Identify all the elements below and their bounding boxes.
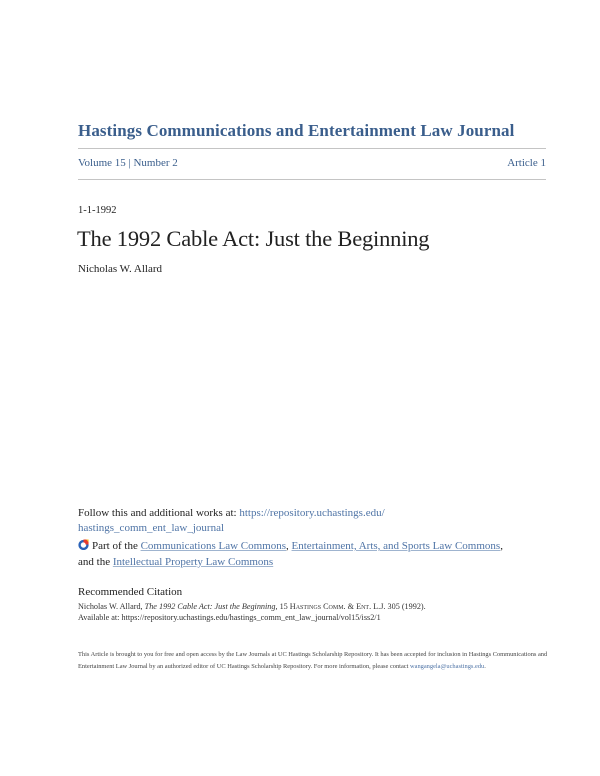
article-title: The 1992 Cable Act: Just the Beginning bbox=[77, 226, 430, 251]
article-number-link[interactable]: Article 1 bbox=[507, 157, 546, 169]
recommended-citation-heading: Recommended Citation bbox=[78, 586, 183, 598]
separator: , bbox=[500, 540, 503, 552]
repository-link-line1: https://repository.uchastings.edu/ bbox=[239, 507, 385, 519]
footer-notice bbox=[78, 649, 548, 672]
journal-title[interactable]: Hastings Communications and Entertainment Law Journal bbox=[78, 121, 515, 140]
repository-link-line2: hastings_comm_ent_law_journal bbox=[78, 522, 225, 534]
citation-text bbox=[78, 601, 548, 623]
digital-commons-logo-icon bbox=[78, 539, 89, 550]
citation-title: The 1992 Cable Act: Just the Beginning bbox=[144, 602, 276, 611]
volume-issue-link[interactable]: Volume 15 | Number 2 bbox=[78, 157, 178, 169]
header-rule-bottom bbox=[78, 179, 546, 180]
publication-date: 1-1-1992 bbox=[78, 205, 117, 216]
communications-law-commons-link[interactable]: Communications Law Commons bbox=[140, 540, 287, 552]
part-of-block bbox=[78, 538, 548, 570]
part-of-prefix: Part of the bbox=[92, 540, 141, 552]
available-at-label: Available at: bbox=[78, 613, 122, 622]
follow-works-block bbox=[78, 506, 548, 536]
available-at-url[interactable]: https://repository.uchastings.edu/hastings_comm_ent_law_journal/vol15/iss2/1 bbox=[121, 613, 381, 622]
contact-email-link[interactable]: wangangela@uchastings.edu bbox=[410, 662, 485, 670]
and-the-text: and the bbox=[78, 556, 113, 568]
citation-volume: , 15 bbox=[275, 602, 290, 611]
entertainment-arts-sports-law-commons-link[interactable]: Entertainment, Arts, and Sports Law Commons bbox=[291, 540, 501, 552]
follow-prefix: Follow this and additional works at: bbox=[78, 507, 240, 519]
footer-end: . bbox=[484, 662, 486, 670]
intellectual-property-law-commons-link[interactable]: Intellectual Property Law Commons bbox=[112, 556, 274, 568]
citation-pages: 305 (1992). bbox=[385, 602, 426, 611]
separator: , bbox=[286, 540, 292, 552]
citation-author: Nicholas W. Allard, bbox=[78, 602, 145, 611]
author-name: Nicholas W. Allard bbox=[78, 263, 163, 275]
footer-text: This Article is brought to you for free and open access by the Law Journals at UC Hastings Scholarship Repository. It has been accepted for inclusion in Hastings Communications and Entertainment Law Journal by an authorized editor of UC Hastings Scholarship Repository. For more information, please contact bbox=[78, 651, 548, 670]
header-rule-top bbox=[78, 148, 546, 149]
volume-issue-bar bbox=[78, 157, 546, 169]
citation-journal: Hastings Comm. & Ent. L.J. bbox=[289, 602, 386, 611]
